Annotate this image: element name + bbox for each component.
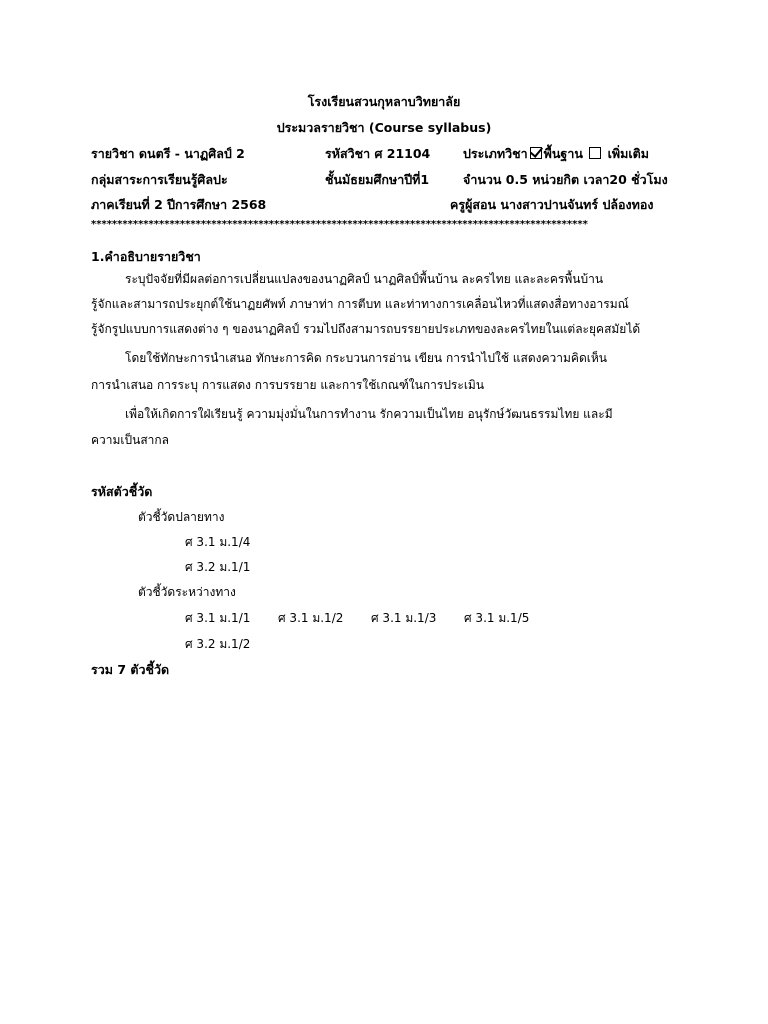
final-indicator-item: ศ 3.2 ม.1/1 [185,560,251,574]
subject-type [463,144,649,164]
description-line-6: เพื่อให้เกิดการใฝ่เรียนรู้ ความมุ่งมั่นในการทำงาน รักความเป็นไทย อนุรักษ์วัฒนธรรมไทย และมี [125,407,613,421]
checkbox-basic-checked-icon [530,147,542,159]
checkbox-extra-empty-icon [589,147,601,159]
description-line-5: การนำเสนอ การระบุ การแสดง การบรรยาย และการใช้เกณฑ์ในการประเมิน [91,378,485,392]
mid-indicators-label: ตัวชี้วัดระหว่างทาง [138,585,236,599]
description-line-3: รู้จักรูปแบบการแสดงต่าง ๆ ของนาฏศิลป์ รวมไปถึงสามารถบรรยายประเภทของละครไทยในแต่ละยุคสมัยได้ [91,322,641,336]
syllabus-title: ประมวลรายวิชา (Course syllabus) [276,120,492,135]
description-line-2: รู้จักและสามารถประยุกต์ใช้นาฏยศัพท์ ภาษาท่า การตีบท และท่าทางการเคลื่อนไหวที่แสดงสื่อทางอารมณ์ [91,297,629,311]
type-basic-label: พื้นฐาน [543,146,583,161]
mid-indicator-item: ศ 3.2 ม.1/2 [185,637,251,651]
separator-line: *********************************************************************************************** [91,219,588,230]
indicators-heading: รหัสตัวชี้วัด [91,484,153,499]
subject-code: รหัสวิชา ศ 21104 [325,146,431,161]
indicators-total: รวม 7 ตัวชี้วัด [91,662,170,677]
mid-indicator-item: ศ 3.1 ม.1/3 [371,611,437,625]
description-line-1: ระบุปัจจัยที่มีผลต่อการเปลี่ยนแปลงของนาฏศิลป์ นาฏศิลป์พื้นบ้าน ละครไทย และละครพื้นบ้าน [125,272,604,286]
description-line-4: โดยใช้ทักษะการนำเสนอ ทักษะการคิด กระบวนการอ่าน เขียน การนำไปใช้ แสดงความคิดเห็น [125,351,607,365]
mid-indicator-item: ศ 3.1 ม.1/2 [278,611,344,625]
final-indicator-item: ศ 3.1 ม.1/4 [185,535,251,549]
type-extra-label: เพิ่มเติม [607,146,649,161]
description-line-7: ความเป็นสากล [91,433,170,447]
final-indicators-label: ตัวชี้วัดปลายทาง [138,510,225,524]
learning-group: กลุ่มสาระการเรียนรู้ศิลปะ [91,172,228,187]
grade-level: ชั้นมัธยมศึกษาปีที่1 [325,172,430,187]
semester-year: ภาคเรียนที่ 2 ปีการศึกษา 2568 [91,197,267,212]
teacher-name: ครูผู้สอน นางสาวปานจันทร์ ปล้องทอง [450,197,654,212]
mid-indicator-item: ศ 3.1 ม.1/1 [185,611,251,625]
subject-name: รายวิชา ดนตรี - นาฏศิลป์ 2 [91,146,245,161]
subject-type-label: ประเภทวิชา [463,146,528,161]
description-heading: 1.คำอธิบายรายวิชา [91,249,201,264]
mid-indicator-item: ศ 3.1 ม.1/5 [464,611,530,625]
credits-hours: จำนวน 0.5 หน่วยกิต เวลา20 ชั่วโมง [463,172,668,187]
school-name: โรงเรียนสวนกุหลาบวิทยาลัย [307,94,461,109]
